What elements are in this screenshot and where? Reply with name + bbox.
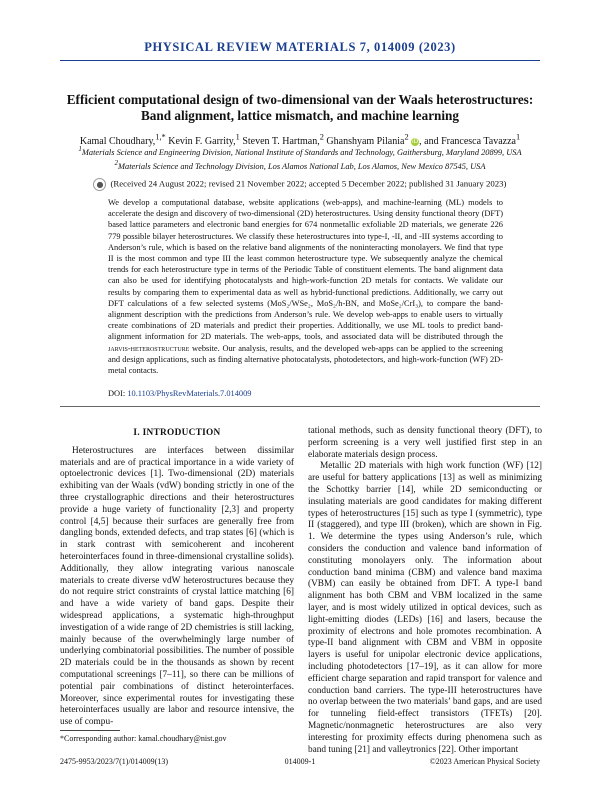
journal-name: PHYSICAL REVIEW MATERIALS: [144, 40, 360, 54]
footnote-rule: [60, 730, 120, 731]
footer-page-number: 014009-1: [284, 757, 316, 766]
footnote: *Corresponding author: kamal.choudhary@nist.gov: [60, 734, 227, 743]
section-rule: [60, 406, 540, 407]
footer-issn: 2475-9953/2023/7(1)/014009(13): [60, 757, 168, 766]
orcid-icon[interactable]: iD: [411, 138, 419, 146]
author-4[interactable]: Ghanshyam Pilania$^2$ iD,: [326, 133, 422, 148]
author-2[interactable]: Kevin F. Garrity,$^1$: [168, 133, 240, 148]
section-heading: I. INTRODUCTION: [133, 428, 221, 438]
affiliation-2: $^2$Materials Science and Technology Division, Los Alamos National Lab, Los Alamos, New Mexico 87545, USA: [114, 158, 486, 171]
author-3[interactable]: Steven T. Hartman,$^2$: [242, 133, 324, 148]
intro-paragraph-continued: tational methods, such as density functional theory (DFT), to perform screening is a very well justified first step in an elaborate materials design process.: [308, 426, 542, 460]
footer-copyright: ©2023 American Physical Society: [429, 757, 540, 766]
author-5[interactable]: and Francesca Tavazza$^1$: [424, 133, 521, 148]
intro-paragraph-2: Metallic 2D materials with high work function (WF) [12] are useful for battery applications [13] as well as minimizing the Schottky barrier [14], while 2D semiconducting or insulating materials are good candidates for making different types of heterostructures [15] such as type I (symmetric), type II (staggered), and type III (broken), which are shown in Fig. 1. We determine the types using Anderson’s rule, which considers the conduction and valence band information of constituting monolayers only. The information about conduction band minima (CBM) and valence band maxima (VBM) can easily be obtained from DFT. A type-I band alignment has both CBM and VBM localized in the same layer, and is most widely utilized in optical devices, such as light-emitting diodes (LEDs) [16] and lasers, because the proximity of electrons and hole promotes recombination. A type-II band alignment with CBM and VBM in opposite layers is useful for unipolar electronic device applications, including photodetectors [17–19], as it can allow for more efficient charge separation and rapid transport for valence and conduction band carriers. The type-III heterostructures have no overlap between the two materials’ band gaps, and are used for tunneling field-effect transistors (TFETs) [20]. Magnetic/nonmagnetic heterostructures are also very interesting for proximity effects during phenomena such as band tuning [21] and valleytronics [22]. Other important: [308, 461, 542, 755]
doi: DOI: 10.1103/PhysRevMaterials.7.014009: [108, 389, 252, 398]
intro-paragraph-1: Heterostructures are interfaces between dissimilar materials and are of practical importance in a wide variety of optoelectronic devices [1]. Two-dimensional (2D) materials exhibiting van der Waals (vdW) bonding strictly in one of the three crystallographic directions and their heterostructures provide a huge variety of functionality [2,3] and property control [4,5] because their surfaces are generally free from dangling bonds, extended defects, and trap states [6] (which is in stark contrast with semicoherent and incoherent heterointerfaces found in three-dimensional crystalline solids). Additionally, they allow integrating various nanoscale materials to create diverse vdW heterostructures because they do not require strict constraints of crystal lattice matching [6] and have a wide variety of band gaps. Despite their widespread applications, a systematic high-throughput investigation of a wide range of 2D chemistries is still lacking, mainly because of the overwhelmingly large number of underlying combinatorial possibilities. The number of possible 2D materials could be in the thousands as shown by recent computational screenings [7–11], so there can be millions of potential pair combinations of distinct heterointerfaces. Moreover, since experimental routes for investigating these heterointerfaces usually are labor and resource intensive, the use of compu-: [60, 445, 294, 728]
header-rule: [60, 60, 540, 61]
jarvis-link[interactable]: jarvis-heterostructure: [108, 343, 190, 353]
author-1[interactable]: Kamal Choudhary,$^{1,*}$: [79, 133, 166, 148]
doi-link[interactable]: 10.1103/PhysRevMaterials.7.014009: [127, 389, 252, 398]
title-line-2: Band alignment, lattice mismatch, and machine learning: [141, 108, 459, 123]
journal-header: [0, 40, 600, 55]
abstract: We develop a computational database, website applications (web-apps), and machine-learning (ML) models to accelerate the design and discovery of two-dimensional (2D) heterostructures. Using density functional theory (DFT) based lattice parameters and electronic band energies for 674 nonmetallic exfoliable 2D materials, we generate 226 779 possible bilayer heterostructures. We classify these heterostructures into type-I, -II, and -III systems according to Anderson’s rule, which is based on the relative band alignments of the noninteracting monolayers. We find that type II is the most common and type III the least common heterostructure type. We subsequently analyze the chemical trends for each heterostructure type in terms of the Periodic Table of constituent elements. The band alignment data can also be used for identifying photocatalysts and high-work-function 2D metals for contacts. We validate our results by comparing them to experimental data as well as hybrid-functional predictions. Additionally, we carry out DFT calculations of a few selected systems (MoS₂/WSe₂, MoS₂/h-BN, and MoSe₂/CrI₃), to compare the band-alignment description with the predictions from Anderson’s rule. We develop web-apps to enable users to virtually create combinations of 2D materials and predict their properties. Additionally, we use ML tools to predict band-alignment information for 2D materials. The web-apps, tools, and associated data will be distributed through the jarvis-heterostructure website. Our analysis, results, and the developed web-apps can be applied to the screening and design applications, such as finding alternative photocatalysts, photodetectors, and high-work-function (WF) 2D-metal contacts.: [108, 198, 503, 376]
left-column: [60, 426, 294, 729]
right-column: [308, 426, 542, 756]
affiliations: [40, 144, 560, 172]
affiliation-1: $^1$Materials Science and Engineering Division, National Institute of Standards and Technology, Gaithersburg, Maryland 20899, USA: [78, 145, 522, 157]
crossmark-icon[interactable]: ●: [93, 178, 106, 191]
journal-volume: 7, 014009 (2023): [359, 40, 456, 54]
title-line-1: Efficient computational design of two-dimensional van der Waals heterostructures:: [66, 92, 534, 107]
paper-title: [60, 92, 540, 124]
received-dates: ● (Received 24 August 2022; revised 21 November 2022; accepted 5 December 2022; published 31 January 2023): [60, 178, 540, 191]
